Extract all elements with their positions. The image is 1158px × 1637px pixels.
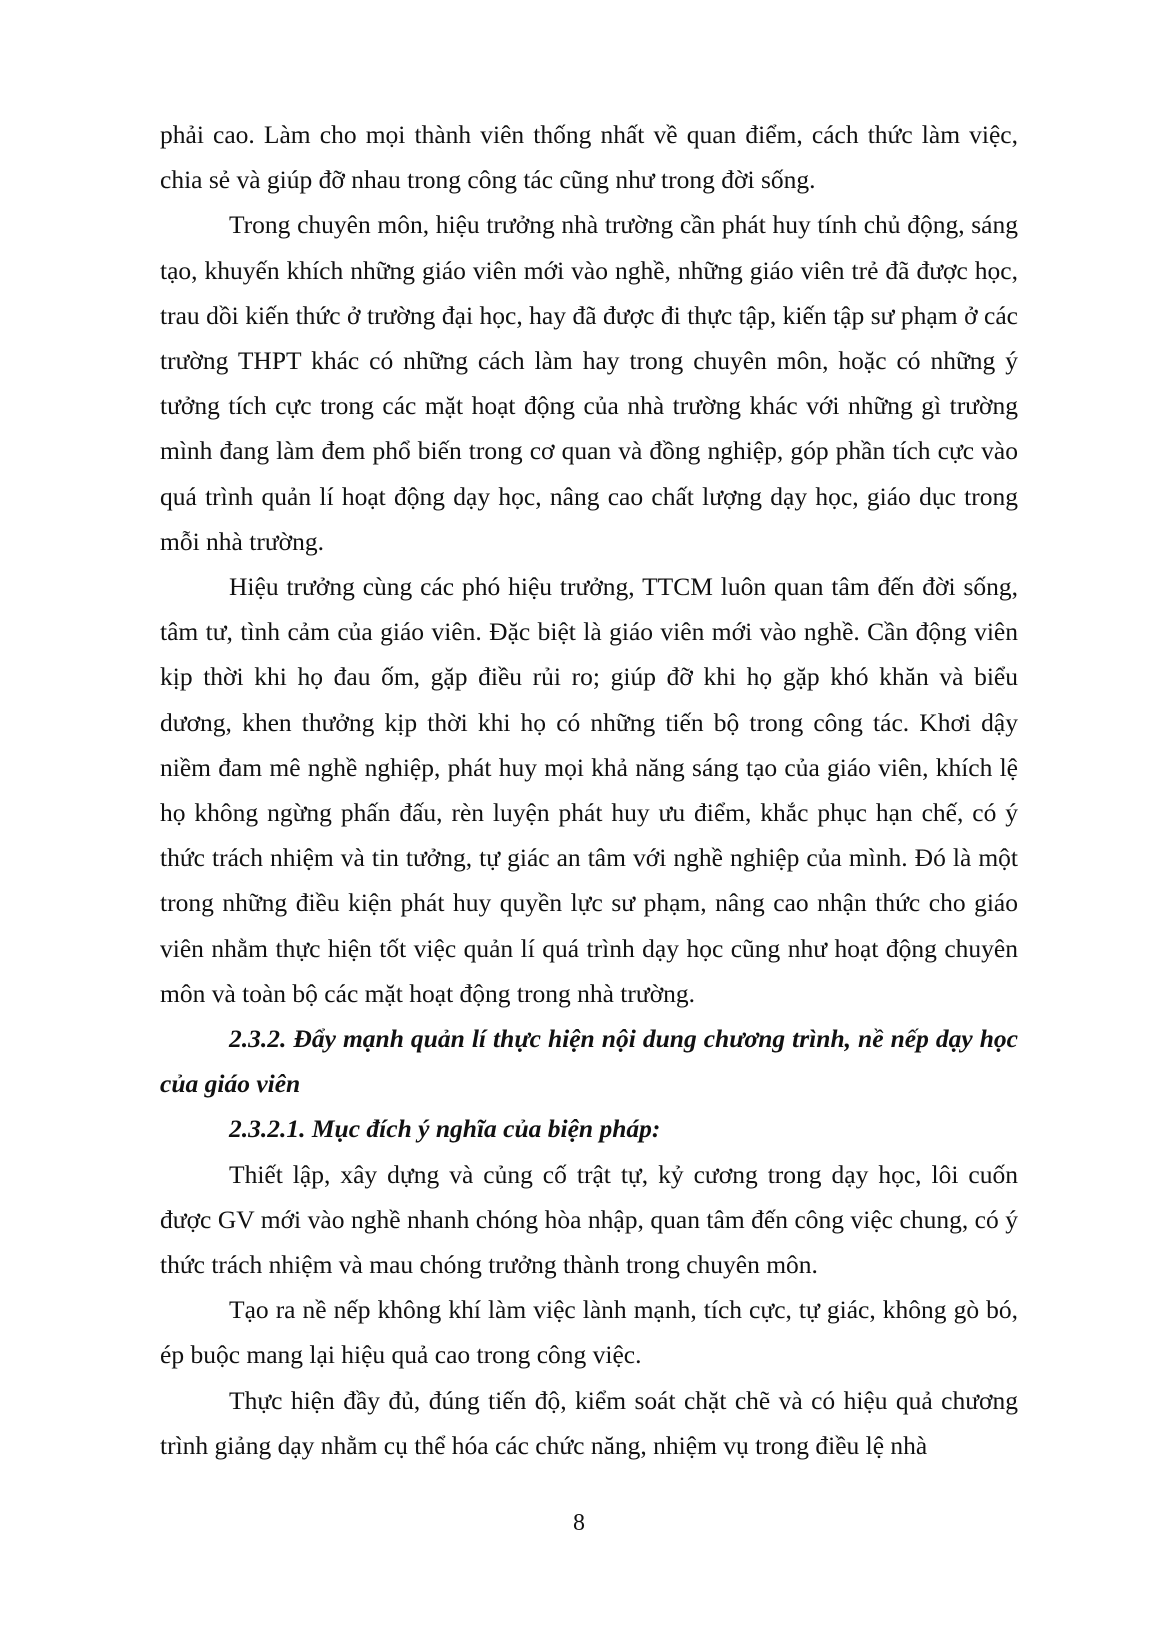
- paragraph: Tạo ra nề nếp không khí làm việc lành mạnh, tích cực, tự giác, không gò bó, ép buộc mang lại hiệu quả cao trong công việc.: [160, 1295, 1018, 1370]
- section-heading: 2.3.2. Đẩy mạnh quản lí thực hiện nội dung chương trình, nề nếp dạy học của giáo viên: [160, 1024, 1018, 1099]
- paragraph: Thiết lập, xây dựng và củng cố trật tự, kỷ cương trong dạy học, lôi cuốn được GV mới vào nghề nhanh chóng hòa nhập, quan tâm đến công việc chung, có ý thức trách nhiệm và mau chóng trưởng thành trong chuyên môn.: [160, 1159, 1018, 1280]
- document-body: [160, 112, 1018, 1468]
- subsection-heading: 2.3.2.1. Mục đích ý nghĩa của biện pháp:: [229, 1114, 661, 1144]
- paragraph: Thực hiện đầy đủ, đúng tiến độ, kiểm soát chặt chẽ và có hiệu quả chương trình giảng dạy nhằm cụ thể hóa các chức năng, nhiệm vụ trong điều lệ nhà: [160, 1385, 1018, 1460]
- paragraph: Hiệu trưởng cùng các phó hiệu trưởng, TTCM luôn quan tâm đến đời sống, tâm tư, tình cảm của giáo viên. Đặc biệt là giáo viên mới vào nghề. Cần động viên kịp thời khi họ đau ốm, gặp điều rủi ro; giúp đỡ khi họ gặp khó khăn và biểu dương, khen thưởng kịp thời khi họ có những tiến bộ trong công tác. Khơi dậy niềm đam mê nghề nghiệp, phát huy mọi khả năng sáng tạo của giáo viên, khích lệ họ không ngừng phấn đấu, rèn luyện phát huy ưu điểm, khắc phục hạn chế, có ý thức trách nhiệm và tin tưởng, tự giác an tâm với nghề nghiệp của mình. Đó là một trong những điều kiện phát huy quyền lực sư phạm, nâng cao nhận thức cho giáo viên nhằm thực hiện tốt việc quản lí quá trình dạy học cũng như hoạt động chuyên môn và toàn bộ các mặt hoạt động trong nhà trường.: [160, 572, 1018, 1008]
- paragraph: Trong chuyên môn, hiệu trưởng nhà trường cần phát huy tính chủ động, sáng tạo, khuyến khích những giáo viên mới vào nghề, những giáo viên trẻ đã được học, trau dồi kiến thức ở trường đại học, hay đã được đi thực tập, kiến tập sư phạm ở các trường THPT khác có những cách làm hay trong chuyên môn, hoặc có những ý tưởng tích cực trong các mặt hoạt động của nhà trường khác với những gì trường mình đang làm đem phổ biến trong cơ quan và đồng nghiệp, góp phần tích cực vào quá trình quản lí hoạt động dạy học, nâng cao chất lượng dạy học, giáo dục trong mỗi nhà trường.: [160, 210, 1018, 556]
- page-number: 8: [573, 1510, 585, 1536]
- paragraph: phải cao. Làm cho mọi thành viên thống nhất về quan điểm, cách thức làm việc, chia sẻ và giúp đỡ nhau trong công tác cũng như trong đời sống.: [160, 120, 1018, 195]
